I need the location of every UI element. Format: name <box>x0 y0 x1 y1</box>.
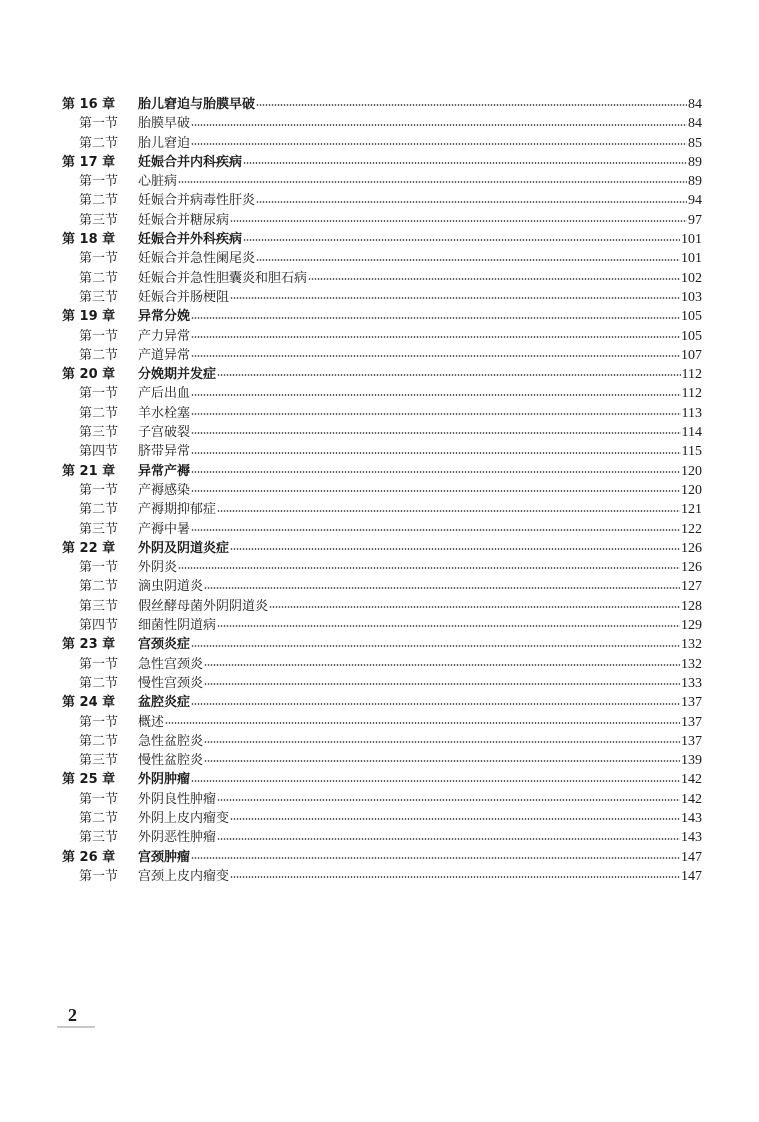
dot-leader <box>204 586 680 590</box>
dot-leader <box>191 470 680 474</box>
toc-section-row[interactable] <box>62 211 702 230</box>
toc-entry-label: 第一节 <box>79 656 119 672</box>
toc-entry-title: 细菌性阴道病 <box>138 618 217 634</box>
toc-chapter-row[interactable] <box>62 95 702 114</box>
toc-section-row[interactable] <box>62 674 702 693</box>
toc-page-number: 126 <box>681 540 702 556</box>
dot-leader <box>191 354 680 358</box>
toc-page-number: 115 <box>681 444 702 460</box>
toc-chapter-row[interactable] <box>62 153 702 172</box>
toc-entry-title: 胎儿窘迫 <box>138 135 191 151</box>
toc-entry-label: 第二节 <box>79 270 119 286</box>
dot-leader <box>308 277 680 281</box>
toc-page-number: 97 <box>688 212 702 228</box>
toc-entry-label: 第三节 <box>79 521 119 537</box>
toc-entry-title: 外阴炎 <box>138 560 178 576</box>
toc-page-number: 137 <box>681 714 702 730</box>
toc-page-number: 121 <box>681 502 702 518</box>
toc-page-number: 85 <box>688 135 702 151</box>
toc-page-number: 112 <box>681 367 702 383</box>
toc-entry-title: 急性宫颈炎 <box>138 656 204 672</box>
toc-section-row[interactable] <box>62 442 702 461</box>
dot-leader <box>191 142 687 146</box>
toc-section-row[interactable] <box>62 732 702 751</box>
toc-entry-title: 宫颈炎症 <box>138 637 191 653</box>
toc-entry-label: 第 17 章 <box>62 154 116 170</box>
toc-entry-title: 胎儿窘迫与胎膜早破 <box>138 97 256 112</box>
toc-entry-title: 外阴及阴道炎症 <box>138 540 230 556</box>
toc-entry-title: 妊娠合并病毒性肝炎 <box>138 193 256 209</box>
toc-entry-title: 宫颈上皮内瘤变 <box>138 868 230 884</box>
toc-section-row[interactable] <box>62 384 702 403</box>
toc-page-number: 84 <box>688 97 702 112</box>
toc-page-number: 142 <box>681 791 702 807</box>
toc-entry-title: 妊娠合并糖尿病 <box>138 212 230 228</box>
toc-section-row[interactable] <box>62 346 702 365</box>
toc-chapter-row[interactable] <box>62 635 702 654</box>
toc-section-row[interactable] <box>62 577 702 596</box>
table-of-contents <box>62 95 702 886</box>
dot-leader <box>178 180 687 184</box>
toc-entry-title: 产褥中暑 <box>138 521 191 537</box>
dot-leader <box>191 431 681 435</box>
toc-page-number: 139 <box>681 753 702 769</box>
toc-entry-title: 脐带异常 <box>138 444 191 460</box>
toc-section-row[interactable] <box>62 191 702 210</box>
dot-leader <box>243 161 687 165</box>
toc-entry-title: 外阴良性肿瘤 <box>138 791 217 807</box>
dot-leader <box>191 644 680 648</box>
toc-entry-label: 第三节 <box>79 212 119 228</box>
toc-page-number: 103 <box>681 289 702 305</box>
toc-section-row[interactable] <box>62 713 702 732</box>
dot-leader <box>204 663 680 667</box>
toc-entry-label: 第一节 <box>79 251 119 267</box>
toc-entry-title: 胎膜早破 <box>138 116 191 132</box>
toc-entry-label: 第二节 <box>79 579 119 595</box>
dot-leader <box>191 316 680 320</box>
toc-entry-label: 第四节 <box>79 444 119 460</box>
dot-leader <box>243 238 680 242</box>
dot-leader <box>191 528 680 532</box>
toc-page-number: 89 <box>688 154 702 170</box>
toc-section-row[interactable] <box>62 327 702 346</box>
toc-chapter-row[interactable] <box>62 307 702 326</box>
toc-page-number: 101 <box>681 251 702 267</box>
toc-entry-title: 急性盆腔炎 <box>138 733 204 749</box>
dot-leader <box>204 740 680 744</box>
dot-leader <box>191 451 681 455</box>
toc-section-row[interactable] <box>62 520 702 539</box>
dot-leader <box>256 200 687 204</box>
toc-entry-label: 第三节 <box>79 753 119 769</box>
dot-leader <box>191 123 687 127</box>
dot-leader <box>191 779 680 783</box>
toc-section-row[interactable] <box>62 828 702 847</box>
toc-chapter-row[interactable] <box>62 770 702 789</box>
toc-page-number: 142 <box>681 772 702 788</box>
toc-entry-label: 第一节 <box>79 386 119 402</box>
dot-leader <box>230 219 687 223</box>
dot-leader <box>191 702 680 706</box>
toc-entry-label: 第 25 章 <box>62 772 116 788</box>
toc-chapter-row[interactable] <box>62 365 702 384</box>
toc-entry-title: 宫颈肿瘤 <box>138 849 191 865</box>
toc-page-number: 84 <box>688 116 702 132</box>
toc-section-row[interactable] <box>62 269 702 288</box>
dot-leader <box>191 489 680 493</box>
toc-entry-title: 产褥感染 <box>138 482 191 498</box>
toc-entry-title: 产力异常 <box>138 328 191 344</box>
toc-section-row[interactable] <box>62 481 702 500</box>
toc-section-row[interactable] <box>62 809 702 828</box>
toc-chapter-row[interactable] <box>62 230 702 249</box>
page-number: 2 <box>68 1005 77 1025</box>
toc-entry-title: 羊水栓塞 <box>138 405 191 421</box>
toc-entry-title: 慢性宫颈炎 <box>138 675 204 691</box>
toc-page-number: 113 <box>681 405 702 421</box>
toc-page-number: 101 <box>681 232 702 248</box>
dot-leader <box>256 103 687 107</box>
toc-entry-label: 第一节 <box>79 482 119 498</box>
toc-entry-label: 第二节 <box>79 135 119 151</box>
toc-entry-label: 第一节 <box>79 791 119 807</box>
dot-leader <box>217 837 680 841</box>
toc-entry-label: 第二节 <box>79 502 119 518</box>
toc-entry-title: 外阴恶性肿瘤 <box>138 830 217 846</box>
toc-entry-title: 妊娠合并内科疾病 <box>138 154 243 170</box>
toc-page-number: 143 <box>681 830 702 846</box>
toc-section-row[interactable] <box>62 558 702 577</box>
toc-page-number: 132 <box>681 637 702 653</box>
toc-section-row[interactable] <box>62 867 702 886</box>
toc-section-row[interactable] <box>62 134 702 153</box>
toc-entry-label: 第一节 <box>79 174 119 190</box>
toc-entry-title: 滴虫阴道炎 <box>138 579 204 595</box>
toc-page-number: 128 <box>681 598 702 614</box>
toc-entry-label: 第三节 <box>79 289 119 305</box>
toc-page-number: 105 <box>681 309 702 325</box>
toc-section-row[interactable] <box>62 114 702 133</box>
toc-entry-label: 第 18 章 <box>62 232 116 248</box>
toc-entry-label: 第 26 章 <box>62 849 116 865</box>
toc-entry-title: 外阴肿瘤 <box>138 772 191 788</box>
toc-page-number: 133 <box>681 675 702 691</box>
footer-rule <box>57 1026 95 1028</box>
dot-leader <box>204 759 680 763</box>
dot-leader <box>230 296 680 300</box>
toc-section-row[interactable] <box>62 655 702 674</box>
toc-entry-label: 第一节 <box>79 560 119 576</box>
toc-page-number: 105 <box>681 328 702 344</box>
toc-entry-label: 第 19 章 <box>62 309 116 325</box>
toc-page-number: 132 <box>681 656 702 672</box>
toc-page-number: 120 <box>681 463 702 479</box>
dot-leader <box>217 624 680 628</box>
dot-leader <box>191 335 680 339</box>
toc-page-number: 137 <box>681 695 702 711</box>
toc-entry-title: 妊娠合并急性胆囊炎和胆石病 <box>138 270 308 286</box>
toc-entry-label: 第 22 章 <box>62 540 116 556</box>
toc-entry-label: 第三节 <box>79 830 119 846</box>
toc-section-row[interactable] <box>62 751 702 770</box>
dot-leader <box>204 682 680 686</box>
dot-leader <box>191 856 680 860</box>
toc-page-number: 137 <box>681 733 702 749</box>
toc-entry-label: 第二节 <box>79 810 119 826</box>
toc-entry-label: 第二节 <box>79 733 119 749</box>
toc-entry-label: 第一节 <box>79 116 119 132</box>
toc-page-number: 102 <box>681 270 702 286</box>
dot-leader <box>217 798 680 802</box>
toc-page-number: 114 <box>681 425 702 441</box>
toc-page-number: 143 <box>681 810 702 826</box>
toc-entry-label: 第 24 章 <box>62 695 116 711</box>
toc-section-row[interactable] <box>62 423 702 442</box>
dot-leader <box>269 605 680 609</box>
toc-entry-label: 第二节 <box>79 347 119 363</box>
toc-section-row[interactable] <box>62 288 702 307</box>
toc-entry-label: 第二节 <box>79 405 119 421</box>
toc-entry-title: 外阴上皮内瘤变 <box>138 810 230 826</box>
dot-leader <box>191 412 681 416</box>
dot-leader <box>230 547 680 551</box>
toc-entry-title: 慢性盆腔炎 <box>138 753 204 769</box>
toc-page-number: 122 <box>681 521 702 537</box>
toc-section-row[interactable] <box>62 597 702 616</box>
toc-chapter-row[interactable] <box>62 462 702 481</box>
dot-leader <box>217 509 680 513</box>
dot-leader <box>217 373 681 377</box>
toc-entry-title: 妊娠合并急性阑尾炎 <box>138 251 256 267</box>
toc-page-number: 129 <box>681 618 702 634</box>
toc-page-number: 120 <box>681 482 702 498</box>
toc-entry-label: 第三节 <box>79 598 119 614</box>
toc-entry-title: 产道异常 <box>138 347 191 363</box>
toc-page-number: 89 <box>688 174 702 190</box>
dot-leader <box>165 721 680 725</box>
dot-leader <box>256 258 680 262</box>
toc-entry-label: 第 23 章 <box>62 637 116 653</box>
toc-page-number: 112 <box>681 386 702 402</box>
toc-entry-label: 第一节 <box>79 868 119 884</box>
toc-entry-title: 异常分娩 <box>138 309 191 325</box>
toc-entry-title: 分娩期并发症 <box>138 367 217 383</box>
toc-entry-title: 妊娠合并外科疾病 <box>138 232 243 248</box>
toc-entry-label: 第 16 章 <box>62 97 116 112</box>
toc-chapter-row[interactable] <box>62 539 702 558</box>
toc-chapter-row[interactable] <box>62 693 702 712</box>
toc-entry-label: 第二节 <box>79 193 119 209</box>
toc-entry-label: 第 20 章 <box>62 367 116 383</box>
toc-entry-label: 第一节 <box>79 328 119 344</box>
toc-section-row[interactable] <box>62 500 702 519</box>
toc-section-row[interactable] <box>62 172 702 191</box>
toc-entry-label: 第 21 章 <box>62 463 116 479</box>
toc-page-number: 127 <box>681 579 702 595</box>
toc-page-number: 147 <box>681 868 702 884</box>
toc-entry-title: 子宫破裂 <box>138 425 191 441</box>
toc-page-number: 147 <box>681 849 702 865</box>
toc-section-row[interactable] <box>62 790 702 809</box>
dot-leader <box>178 566 680 570</box>
toc-entry-title: 心脏病 <box>138 174 178 190</box>
toc-section-row[interactable] <box>62 616 702 635</box>
toc-entry-label: 第二节 <box>79 675 119 691</box>
dot-leader <box>230 875 680 879</box>
dot-leader <box>191 393 681 397</box>
toc-entry-title: 盆腔炎症 <box>138 695 191 711</box>
toc-entry-label: 第三节 <box>79 425 119 441</box>
toc-entry-title: 妊娠合并肠梗阻 <box>138 289 230 305</box>
toc-chapter-row[interactable] <box>62 848 702 867</box>
toc-entry-title: 产褥期抑郁症 <box>138 502 217 518</box>
toc-entry-label: 第一节 <box>79 714 119 730</box>
toc-section-row[interactable] <box>62 249 702 268</box>
toc-entry-title: 异常产褥 <box>138 463 191 479</box>
toc-entry-title: 假丝酵母菌外阴阴道炎 <box>138 598 269 614</box>
toc-entry-title: 产后出血 <box>138 386 191 402</box>
toc-page-number: 107 <box>681 347 702 363</box>
dot-leader <box>230 817 680 821</box>
toc-section-row[interactable] <box>62 404 702 423</box>
toc-page-number: 94 <box>688 193 702 209</box>
toc-page-number: 126 <box>681 560 702 576</box>
toc-entry-title: 概述 <box>138 714 165 730</box>
toc-entry-label: 第四节 <box>79 618 119 634</box>
